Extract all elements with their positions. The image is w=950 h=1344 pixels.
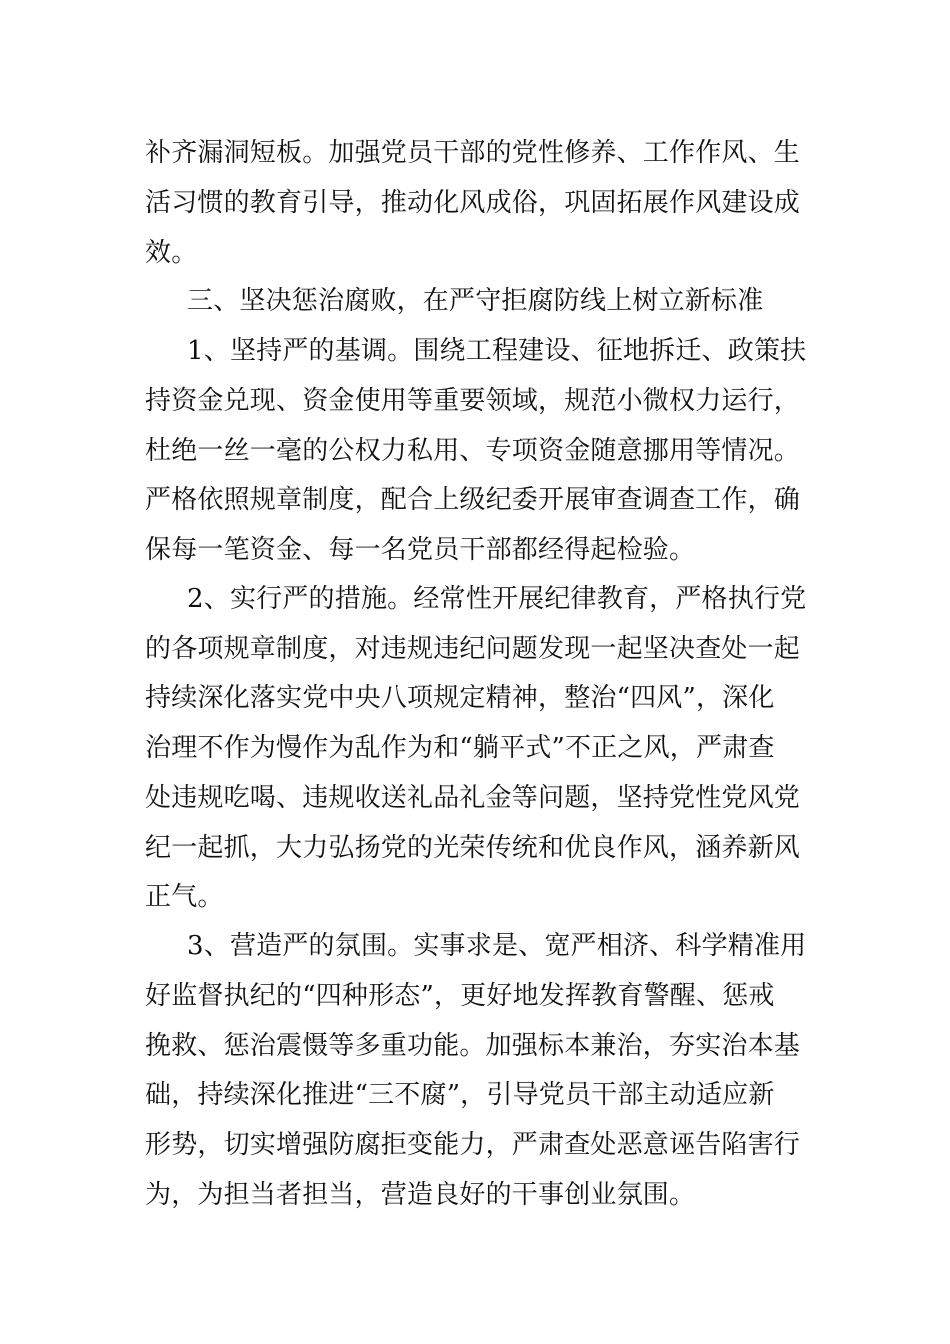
paragraph-line: 纪一起抓，大力弘扬党的光荣传统和优良作风，涵养新风 (145, 833, 801, 863)
paragraph-line: 严格依照规章制度，配合上级纪委开展审查调查工作，确 (145, 485, 801, 515)
paragraph-line: 保每一笔资金、每一名党员干部都经得起检验。 (145, 535, 696, 565)
paragraph-line: 的各项规章制度，对违规违纪问题发现一起坚决查处一起 (145, 634, 801, 664)
paragraph-line: 好监督执纪的“四种形态”，更好地发挥教育警醒、惩戒 (145, 981, 775, 1011)
paragraph-line: 活习惯的教育引导，推动化风成俗，巩固拓展作风建设成 (145, 188, 801, 218)
paragraph-line: 效。 (145, 238, 198, 268)
item-1-first-line: 1、坚持严的基调。围绕工程建设、征地拆迁、政策扶 (187, 336, 807, 366)
paragraph-line: 正气。 (145, 882, 224, 912)
paragraph-line: 处违规吃喝、违规收送礼品礼金等问题，坚持党性党风党 (145, 783, 801, 813)
item-3-first-line: 3、营造严的氛围。实事求是、宽严相济、科学精准用 (187, 931, 807, 961)
paragraph-line: 补齐漏洞短板。加强党员干部的党性修养、工作作风、生 (145, 138, 801, 168)
paragraph-line: 治理不作为慢作为乱作为和“躺平式”不正之风，严肃查 (145, 733, 775, 763)
item-2-first-line: 2、实行严的措施。经常性开展纪律教育，严格执行党 (187, 584, 807, 614)
paragraph-line: 为，为担当者担当，营造良好的干事创业氛围。 (145, 1180, 696, 1210)
paragraph-line: 持续深化落实党中央八项规定精神，整治“四风”，深化 (145, 683, 775, 713)
paragraph-line: 形势，切实增强防腐拒变能力，严肃查处恶意诬告陷害行 (145, 1130, 801, 1160)
section-heading: 三、坚决惩治腐败，在严守拒腐防线上树立新标准 (187, 286, 764, 316)
paragraph-line: 挽救、惩治震慑等多重功能。加强标本兼治，夯实治本基 (145, 1031, 801, 1061)
paragraph-line: 持资金兑现、资金使用等重要领域，规范小微权力运行， (145, 386, 801, 416)
paragraph-line: 杜绝一丝一毫的公权力私用、专项资金随意挪用等情况。 (145, 436, 801, 466)
paragraph-line: 础，持续深化推进“三不腐”，引导党员干部主动适应新 (145, 1080, 775, 1110)
